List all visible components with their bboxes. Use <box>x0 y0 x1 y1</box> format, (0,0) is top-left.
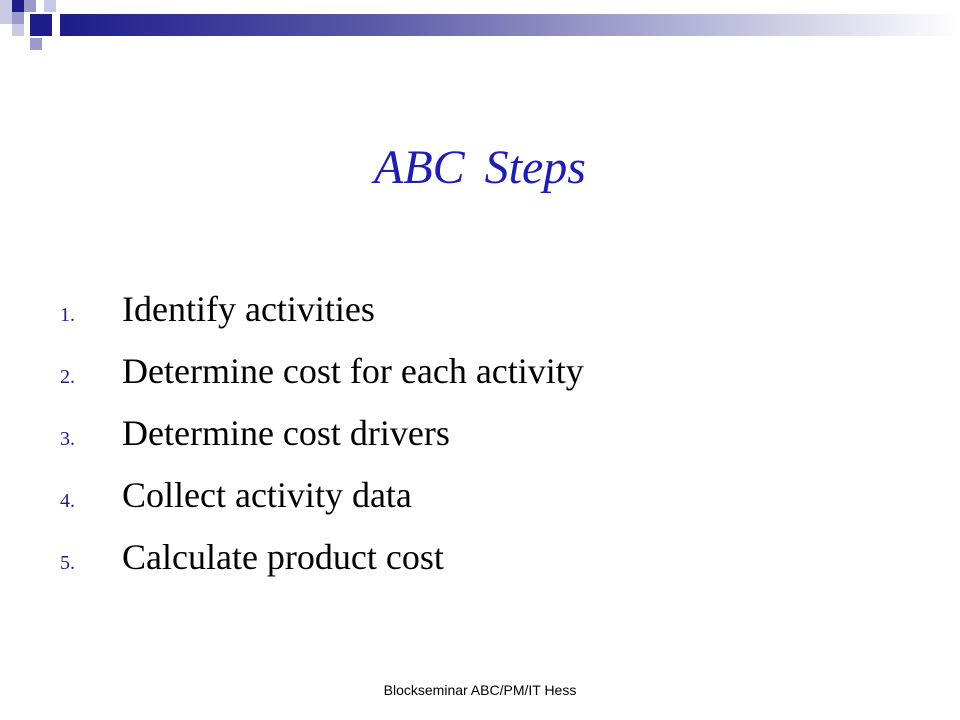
decor-square <box>24 0 36 12</box>
step-number: 1. <box>60 304 75 326</box>
slide-title: ABC Steps <box>374 141 586 194</box>
decor-square <box>30 38 42 50</box>
header-gradient-bar <box>60 14 960 36</box>
step-text: Determine cost for each activity <box>122 351 584 391</box>
step-text: Identify activities <box>122 289 375 329</box>
decor-square <box>0 12 12 24</box>
list-item <box>60 412 584 474</box>
step-number: 3. <box>60 428 75 450</box>
steps-list <box>60 288 584 598</box>
list-item <box>60 288 584 350</box>
header-decoration <box>0 0 960 60</box>
decor-square <box>30 14 52 36</box>
step-text: Collect activity data <box>122 475 412 515</box>
decor-square <box>12 0 24 12</box>
decor-square <box>12 24 24 36</box>
step-text: Determine cost drivers <box>122 413 450 453</box>
list-item <box>60 350 584 412</box>
step-number: 4. <box>60 490 75 512</box>
list-item <box>60 474 584 536</box>
step-number: 2. <box>60 366 75 388</box>
step-number: 5. <box>60 552 75 574</box>
step-text: Calculate product cost <box>122 537 444 577</box>
slide-footer: Blockseminar ABC/PM/IT Hess <box>383 682 577 698</box>
decor-square <box>12 12 24 24</box>
decor-square <box>44 0 56 12</box>
list-item <box>60 536 584 598</box>
decor-square <box>0 0 12 12</box>
